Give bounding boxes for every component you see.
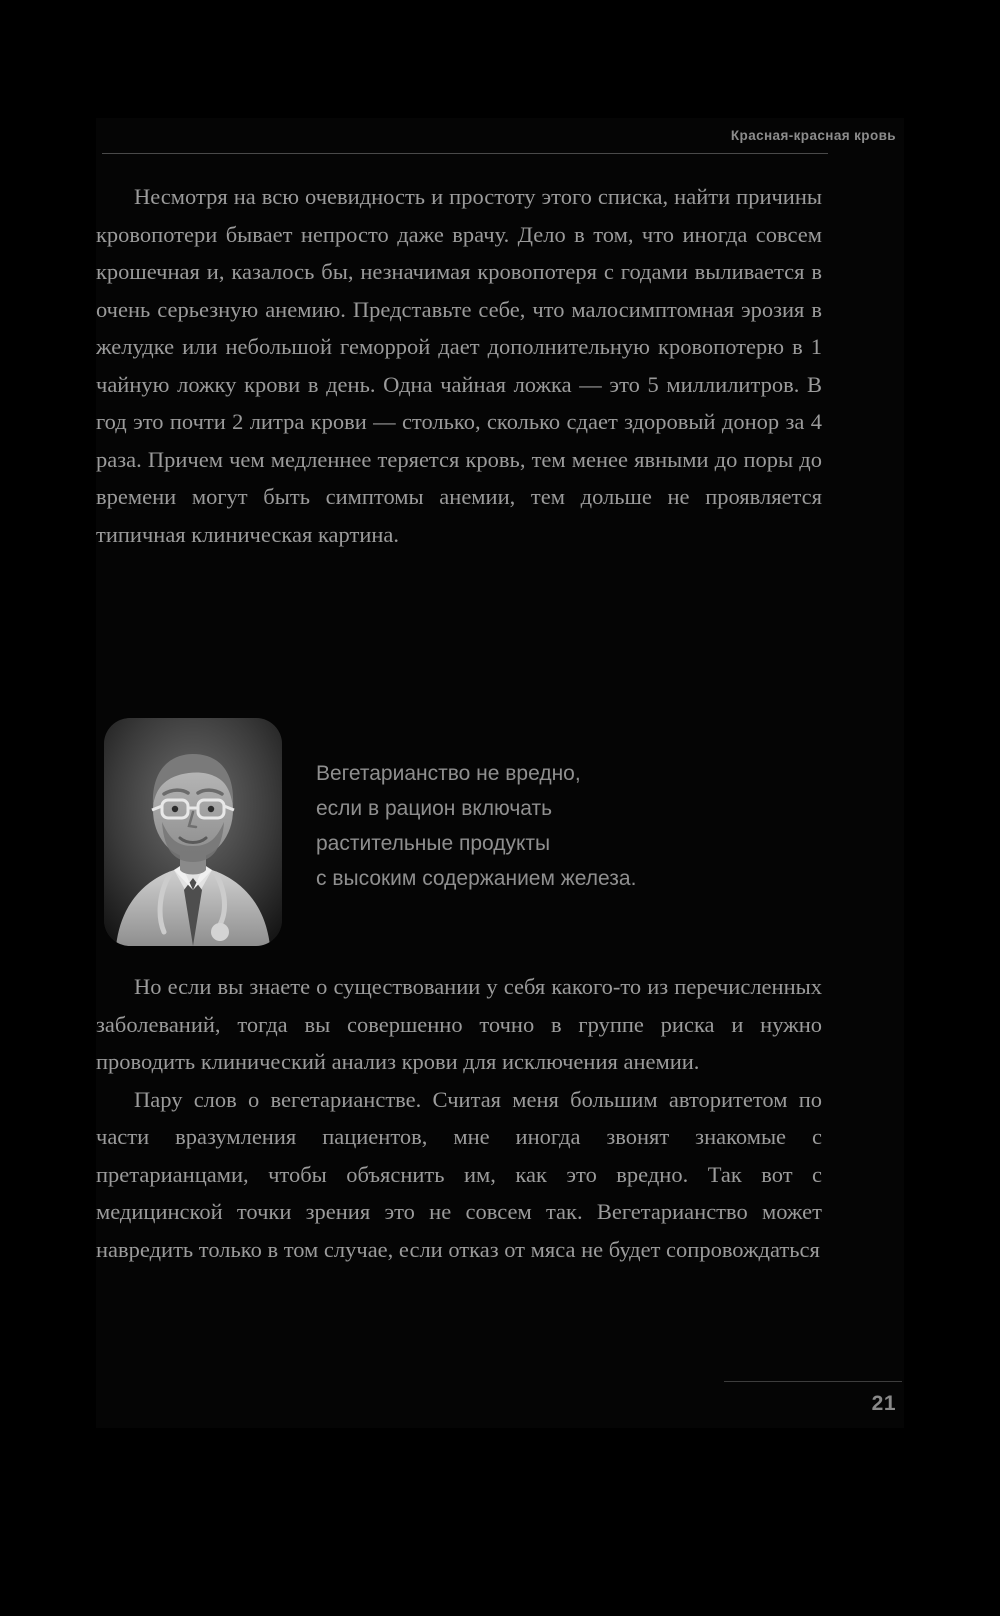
paragraph-block-top [96,178,822,553]
paragraph-first: Несмотря на всю очевидность и простоту этого списка, найти причины кровопотери бывает непросто даже врачу. Дело в том, что иногда совсем крошечная и, казалось бы, незначимая кровопотеря с годами выливается в очень серьезную анемию. Представьте себе, что малосимптомная эрозия в желудке или небольшой геморрой дает дополнительную кровопотерю в 1 чайную ложку крови в день. Одна чайная ложка — это 5 миллилитров. В год это почти 2 литра крови — столько, сколько сдает здоровый донор за 4 раза. Причем чем медленнее теряется кровь, тем менее явными до поры до времени могут быть симптомы анемии, тем дольше не проявляется типичная клиническая картина. [96,184,822,547]
quote-line-2: если в рацион включать [316,797,553,820]
paragraph-third: Пару слов о вегетарианстве. Считая меня большим авторитетом по части вразумления пациентов, мне иногда звонят знакомые с претарианцами, чтобы объяснить им, как это вредно. Так вот с медицинской точки зрения это не совсем так. Вегетарианство может навредить только в том случае, если отказ от мяса не будет сопровождаться [96,1086,822,1262]
quote-line-3: растительные продукты [316,832,551,855]
page-number: 21 [871,1392,896,1415]
doctor-portrait-icon [104,718,282,946]
footer-divider [724,1381,902,1382]
pull-quote-text [316,756,804,896]
running-head [96,118,904,152]
pull-quote-block [104,718,804,958]
running-head-title: Красная-красная кровь [730,127,896,143]
paragraph-second: Но если вы знаете о существовании у себя какого-то из перечисленных заболеваний, тогда вы совершенно точно в группе риска и нужно проводить клинический анализ крови для исключения анемии. [96,974,822,1074]
book-page [96,118,904,1428]
quote-line-4: с высоким содержанием железа. [316,867,637,890]
header-divider [102,153,828,154]
paragraph-block-bottom [96,968,822,1268]
quote-line-1: Вегетарианство не вредно, [316,762,581,785]
